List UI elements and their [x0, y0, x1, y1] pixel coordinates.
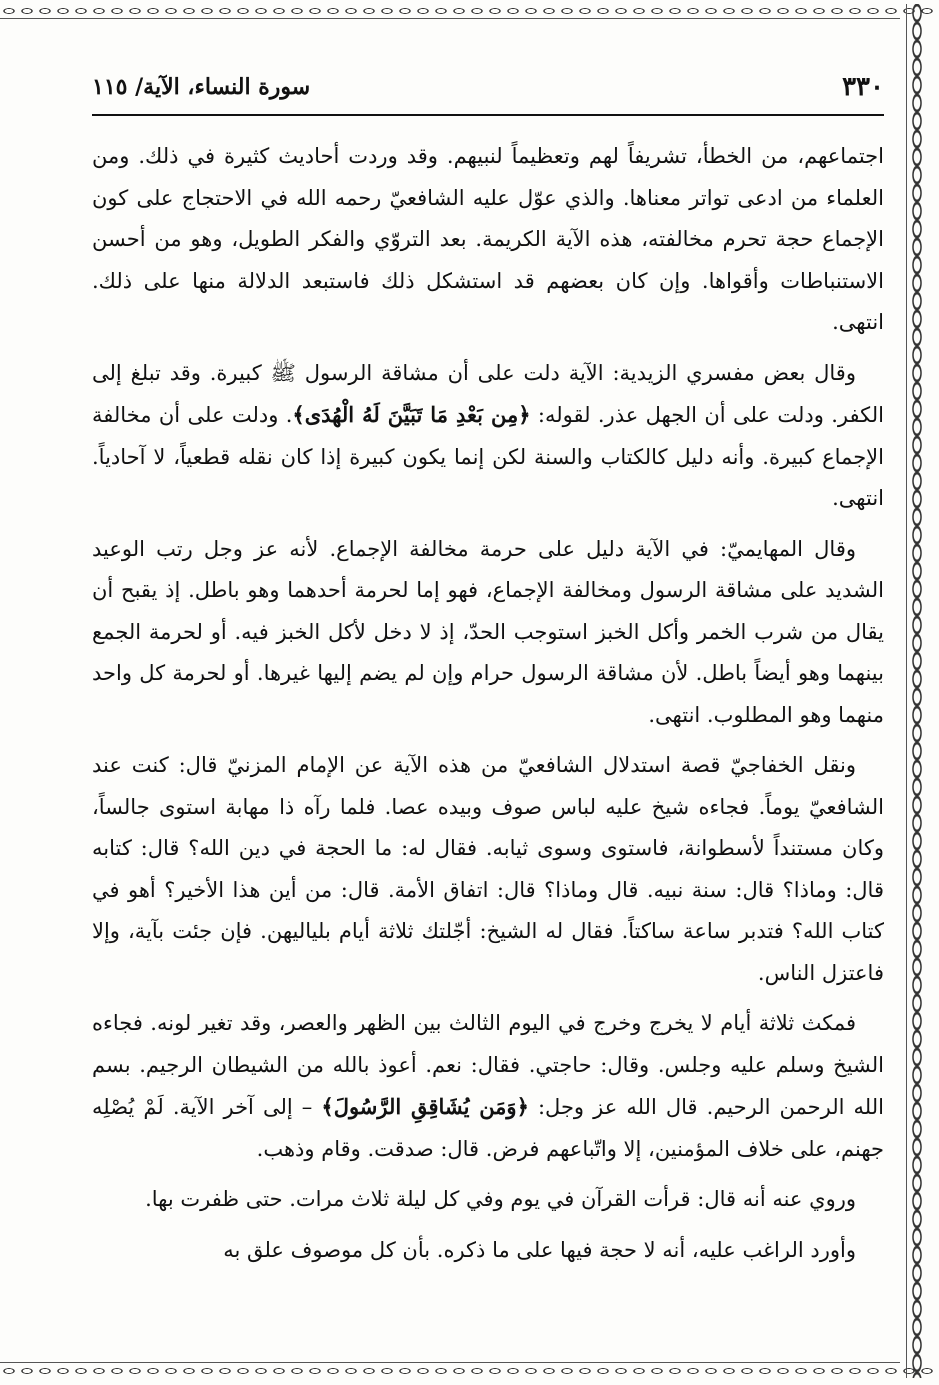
quran-quote: ﴿مِن بَعْدِ مَا تَبَيَّنَ لَهُ الْهُدَى﴾ — [292, 402, 531, 427]
page-header — [92, 64, 884, 112]
paragraph — [92, 1230, 884, 1272]
page-body — [92, 136, 884, 1271]
border-rule-bottom — [0, 1362, 900, 1363]
paragraph — [92, 745, 884, 994]
paragraph — [92, 1003, 884, 1170]
paragraph-text: اجتماعهم، من الخطأ، تشريفاً لهم وتعظيماً لنبيهم. وقد وردت أحاديث كثيرة في ذلك. ومن العلماء من ادعى تواتر معناها. والذي عوّل عليه الشافعيّ رحمه الله في الاحتجاج على كون الإجماع حجة تحرم مخالفته، هذه الآية الكريمة. بعد التروّي والفكر الطويل، وهو من أحسن الاستنباطات وأقواها. وإن كان بعضهم قد استشكل ذلك فاستبعد الدلالة منها على ذلك. انتهى. — [92, 144, 884, 334]
running-title: سورة النساء، الآية/ ١١٥ — [92, 74, 311, 100]
quran-quote: ﴿وَمَن يُشَاقِقِ الرَّسُولَ﴾ — [321, 1094, 529, 1119]
page-number: ٣٣٠ — [842, 72, 884, 102]
header-rule — [92, 114, 884, 116]
paragraph-text: – إلى آخر الآية. لَمْ يُصْلِه جهنم، على خلاف المؤمنين، إلا واتّباعهم فرض. قال: صدقت. وقام وذهب. — [92, 1095, 884, 1161]
border-rule-top — [0, 18, 900, 19]
paragraph-text: فمكث ثلاثة أيام لا يخرج وخرج في اليوم الثالث بين الظهر والعصر، وقد تغير لونه. فجاءه الشيخ وسلم عليه وجلس. وقال: حاجتي. فقال: نعم. أعوذ بالله من الشيطان الرجيم. بسم الله الرحمن الرحيم. قال الله عز وجل: — [92, 1011, 884, 1119]
ornamental-border-top — [0, 4, 939, 18]
paragraph — [92, 353, 884, 520]
ornamental-border-bottom — [0, 1364, 939, 1378]
paragraph — [92, 136, 884, 344]
paragraph-text: وروي عنه أنه قال: قرأت القرآن في يوم وفي كل ليلة ثلاث مرات. حتى ظفرت بها. — [145, 1187, 856, 1211]
ornamental-border-right — [909, 4, 925, 1378]
paragraph — [92, 1179, 884, 1221]
paragraph-text: وأورد الراغب عليه، أنه لا حجة فيها على ما ذكره. بأن كل موصوف علق به — [223, 1237, 856, 1262]
paragraph-text: . ودلت على أن مخالفة الإجماع كبيرة. وأنه دليل كالكتاب والسنة لكن إنما يكون كبيرة إذا كان نقله قطعياً، لا آحادياً. انتهى. — [92, 403, 884, 510]
paragraph-text: وقال بعض مفسري الزيدية: الآية دلت على أن مشاقة الرسول ﷺ كبيرة. وقد تبلغ إلى الكفر. ودلت على أن الجهل عذر. لقوله: — [92, 360, 884, 427]
border-rule-right — [906, 4, 907, 1378]
paragraph-text: ونقل الخفاجيّ قصة استدلال الشافعيّ من هذه الآية عن الإمام المزنيّ قال: كنت عند الشافعيّ يوماً. فجاءه شيخ عليه لباس صوف وبيده عصا. فلما رآه ذا مهابة استوى جالساً، وكان مستنداً لأسطوانة، فاستوى وسوى ثيابه. فقال له: ما الحجة في دين الله؟ قال: كتابه قال: وماذا؟ قال: سنة نبيه. قال وماذا؟ قال: اتفاق الأمة. قال: من أين هذا الأخير؟ أهو في كتاب الله؟ فتدبر ساعة ساكتاً. فقال له الشيخ: أجّلتك ثلاثة أيام بلياليهن. فإن جئت بآية، وإلا فاعتزل الناس. — [92, 753, 884, 985]
paragraph — [92, 529, 884, 737]
paragraph-text: وقال المهايميّ: في الآية دليل على حرمة مخالفة الإجماع. لأنه عز وجل رتب الوعيد الشديد على مشاقة الرسول ومخالفة الإجماع، فهو إما لحرمة أحدهما وهو باطل. إذ يقبح أن يقال من شرب الخمر وأكل الخبز استوجب الحدّ، إذ لا دخل لأكل الخبز فيه. أو لحرمة الجمع بينهما وهو أيضاً باطل. لأن مشاقة الرسول حرام وإن لم يضم إليها غيرها. أو لحرمة كل واحد منهما وهو المطلوب. انتهى. — [92, 536, 884, 727]
